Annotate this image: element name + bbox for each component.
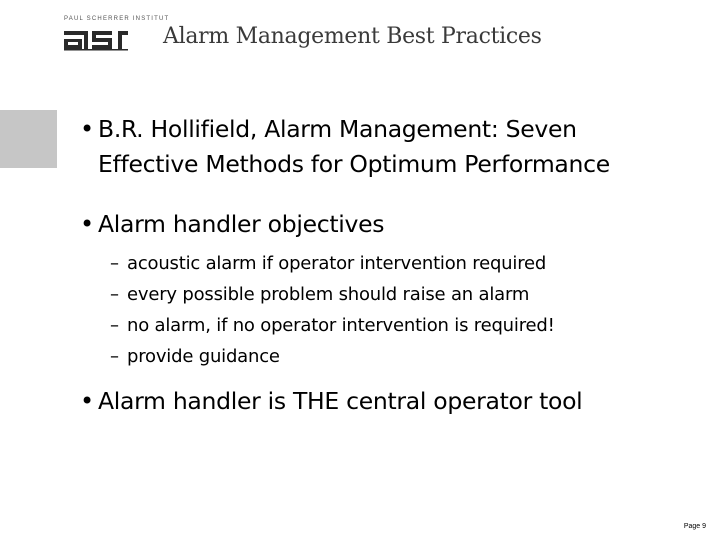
psi-logo-icon <box>64 25 140 53</box>
logo-caption: PAUL SCHERRER INSTITUT <box>64 16 170 22</box>
bullet-reference-line1: B.R. Hollifield, Alarm Management: Seven <box>98 115 577 143</box>
objectives-list <box>80 248 710 372</box>
bullet-objectives-text: Alarm handler objectives <box>98 210 385 238</box>
side-decoration-block <box>0 110 57 168</box>
dash-icon: – <box>110 284 119 305</box>
bullet-dot-icon: • <box>80 115 94 143</box>
objective-item-text: provide guidance <box>127 346 280 367</box>
dash-icon: – <box>110 346 119 367</box>
objective-item <box>110 248 710 279</box>
objective-item-text: acoustic alarm if operator intervention required <box>127 253 547 274</box>
objective-item <box>110 279 710 310</box>
header-title: Alarm Management Best Practices <box>163 24 542 49</box>
objective-item-text: no alarm, if no operator intervention is required! <box>127 315 555 336</box>
bullet-central-tool <box>80 384 710 419</box>
bullet-dot-icon: • <box>80 210 94 238</box>
slide-header <box>0 0 720 70</box>
bullet-reference <box>80 112 710 182</box>
bullet-objectives <box>80 207 710 242</box>
objective-item <box>110 310 710 341</box>
bullet-dot-icon: • <box>80 387 94 415</box>
bullet-central-tool-text: Alarm handler is THE central operator tool <box>98 387 583 415</box>
bullet-reference-line2: Effective Methods for Optimum Performance <box>98 150 610 178</box>
page-number: Page 9 <box>683 523 706 530</box>
objective-item-text: every possible problem should raise an alarm <box>127 284 530 305</box>
dash-icon: – <box>110 315 119 336</box>
dash-icon: – <box>110 253 119 274</box>
objective-item <box>110 341 710 372</box>
slide-content <box>80 112 710 419</box>
psi-logo <box>64 16 170 56</box>
